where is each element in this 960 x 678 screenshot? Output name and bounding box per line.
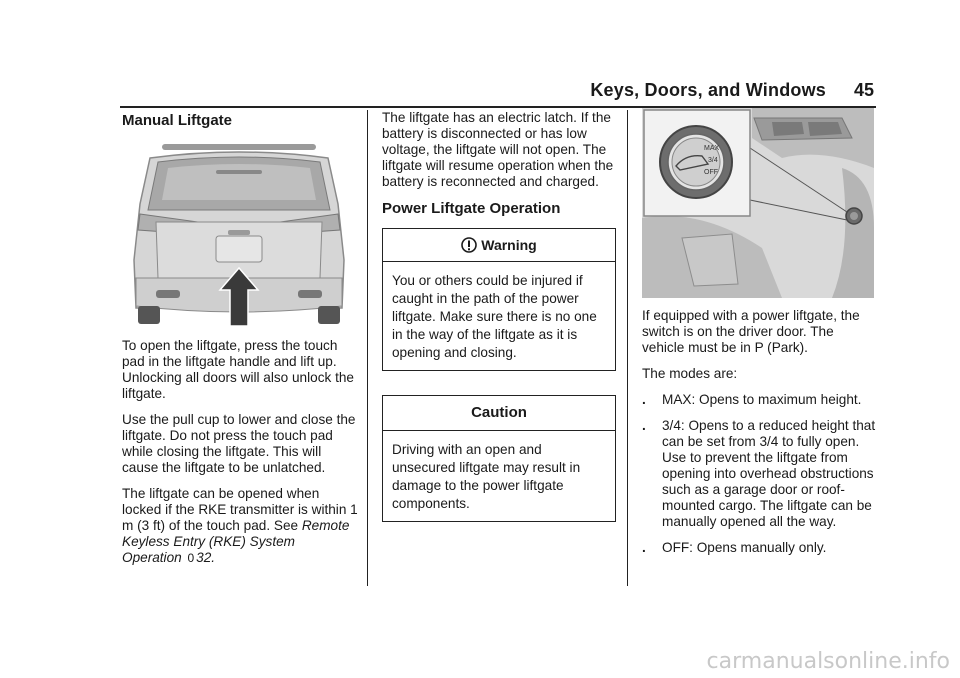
page-reference-symbol: 0 bbox=[187, 551, 195, 565]
caution-box bbox=[382, 395, 616, 522]
paragraph-modes-intro: The modes are: bbox=[642, 366, 738, 381]
list-bullet: . bbox=[642, 418, 646, 433]
cross-reference-page[interactable]: 32. bbox=[196, 550, 216, 565]
warning-label: Warning bbox=[481, 237, 537, 253]
paragraph-switch-location: If equipped with a power liftgate, the switch is on the driver door. The vehicle must be in P (Park). bbox=[642, 308, 860, 355]
paragraph-electric-latch: The liftgate has an electric latch. If the battery is disconnected or has low voltage, the liftgate will not open. The liftgate will resume operation when the battery is reconnected and charged. bbox=[382, 110, 614, 189]
paragraph-close-liftgate: Use the pull cup to lower and close the liftgate. Do not press the touch pad while closing the liftgate. This will cause the liftgate to be unlatched. bbox=[122, 412, 356, 475]
caution-body: Driving with an open and unsecured liftgate may result in damage to the power liftgate components. bbox=[392, 442, 581, 511]
section-heading-power-liftgate: Power Liftgate Operation bbox=[382, 200, 561, 217]
list-item bbox=[642, 540, 878, 556]
column-divider-2 bbox=[627, 110, 628, 586]
column-2 bbox=[382, 110, 616, 546]
liftgate-switch-illustration bbox=[642, 108, 874, 298]
cross-reference-rke[interactable]: Remote Keyless Entry (RKE) System Operation bbox=[122, 518, 350, 565]
mode-text: OFF: Opens manually only. bbox=[662, 540, 827, 555]
list-item bbox=[642, 392, 878, 408]
warning-box bbox=[382, 228, 616, 371]
warning-icon bbox=[461, 237, 477, 253]
caution-header: Caution bbox=[383, 396, 615, 431]
liftgate-rear-view-illustration bbox=[128, 140, 350, 328]
switch-label-three-quarter: 3/4 bbox=[708, 157, 718, 164]
warning-body: You or others could be injured if caught in the path of the power liftgate. Make sure there is no one in the way of the liftgate as it is opening and closing. bbox=[392, 273, 597, 360]
list-bullet: . bbox=[642, 540, 646, 555]
paragraph-rke-open bbox=[122, 486, 358, 566]
column-divider-1 bbox=[367, 110, 368, 586]
column-3 bbox=[642, 110, 878, 566]
list-item bbox=[642, 418, 878, 530]
modes-list bbox=[642, 392, 878, 556]
page-number: 45 bbox=[853, 80, 874, 100]
section-heading-manual-liftgate: Manual Liftgate bbox=[122, 112, 233, 129]
paragraph-rke-text: The liftgate can be opened when locked if the RKE transmitter is within 1 m (3 ft) of the touch pad. See bbox=[122, 486, 358, 533]
column-1 bbox=[122, 110, 358, 576]
list-bullet: . bbox=[642, 392, 646, 407]
warning-header bbox=[383, 229, 615, 262]
watermark: carmanualsonline.info bbox=[706, 649, 950, 674]
page-header-title: Keys, Doors, and Windows bbox=[590, 80, 826, 100]
paragraph-open-liftgate: To open the liftgate, press the touch pad in the liftgate handle and lift up. Unlocking all doors will also unlock the liftgate. bbox=[122, 338, 354, 401]
switch-label-max: MAX bbox=[704, 145, 720, 152]
mode-text: MAX: Opens to maximum height. bbox=[662, 392, 862, 407]
switch-label-off: OFF bbox=[704, 169, 718, 176]
mode-text: 3/4: Opens to a reduced height that can be set from 3/4 to fully open. Use to prevent the liftgate from opening into overhead obstructions such as a garage door or roof-mounted cargo. The liftgate can be manually opened all the way. bbox=[662, 418, 876, 529]
